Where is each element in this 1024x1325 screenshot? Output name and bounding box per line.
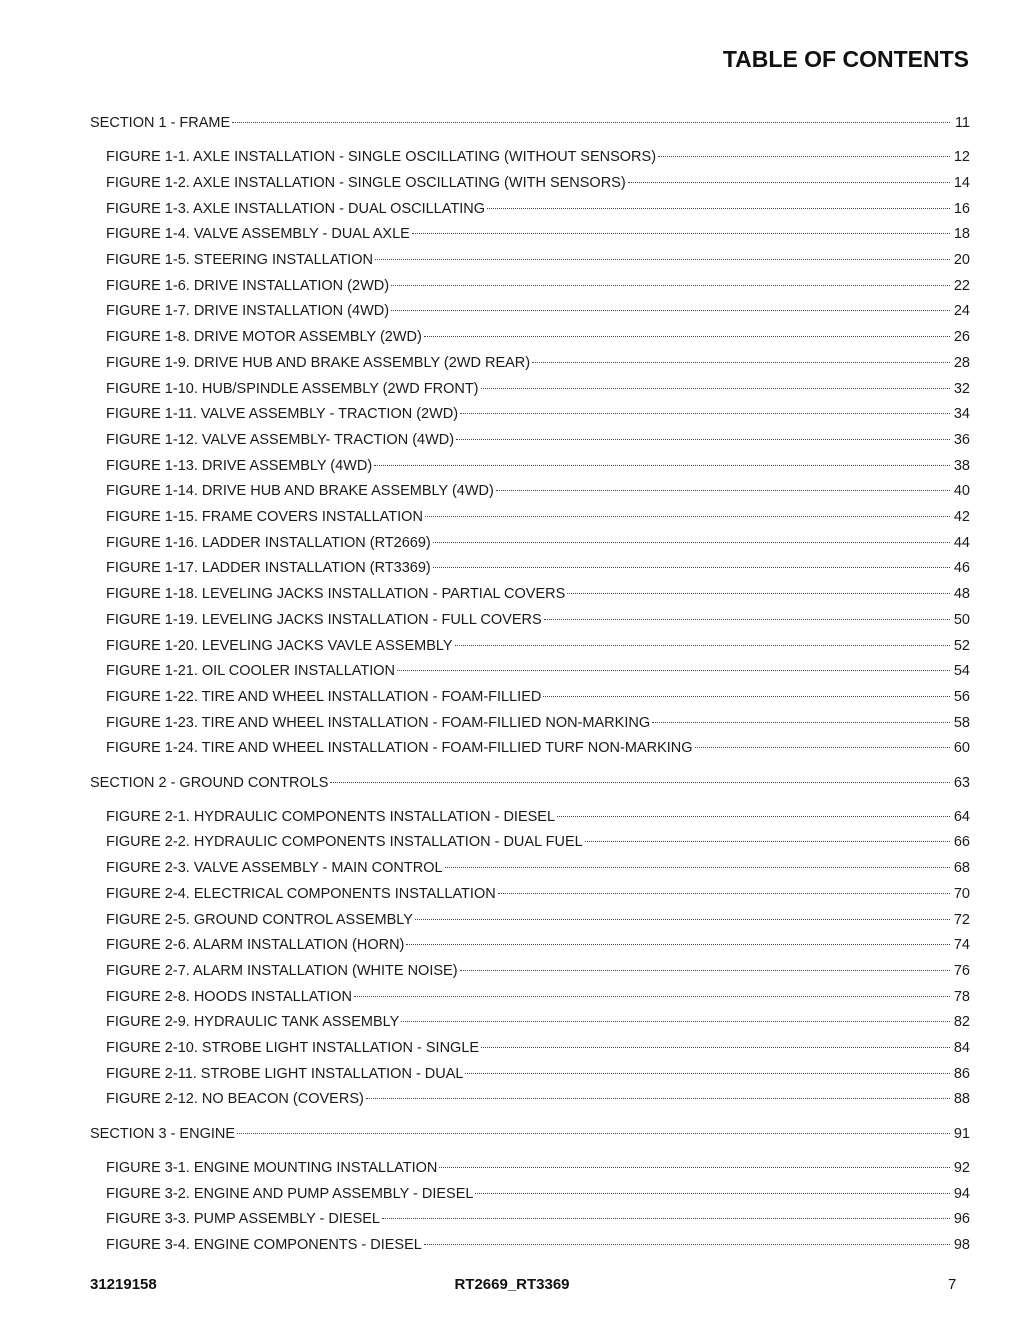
toc-section-entry[interactable] bbox=[90, 1118, 970, 1142]
toc-entry-page-number: 38 bbox=[953, 457, 970, 474]
toc-entry-page-number: 24 bbox=[953, 303, 970, 320]
toc-entry-label: FIGURE 3-2. ENGINE AND PUMP ASSEMBLY - DIESEL bbox=[106, 1185, 474, 1202]
dot-leader bbox=[481, 373, 950, 393]
toc-entry-page-number: 66 bbox=[953, 834, 970, 851]
footer-page-number: 7 bbox=[948, 1276, 957, 1293]
toc-figure-entry[interactable] bbox=[106, 373, 970, 397]
toc-figure-entry[interactable] bbox=[106, 955, 970, 979]
dot-leader bbox=[460, 398, 950, 418]
toc-entry-label: FIGURE 1-4. VALVE ASSEMBLY - DUAL AXLE bbox=[106, 226, 410, 243]
dot-leader bbox=[406, 929, 950, 949]
dot-leader bbox=[330, 767, 950, 787]
toc-entry-page-number: 60 bbox=[953, 740, 970, 757]
toc-entry-page-number: 58 bbox=[953, 714, 970, 731]
toc-figure-entry[interactable] bbox=[106, 1083, 970, 1108]
toc-entry-label: FIGURE 1-7. DRIVE INSTALLATION (4WD) bbox=[106, 303, 390, 320]
toc-section-entry[interactable] bbox=[90, 767, 970, 791]
toc-entry-page-number: 16 bbox=[953, 200, 970, 217]
dot-leader bbox=[557, 801, 950, 821]
toc-entry-page-number: 54 bbox=[953, 663, 970, 680]
toc-figure-entry[interactable] bbox=[106, 424, 970, 448]
toc-entry-label: FIGURE 1-12. VALVE ASSEMBLY- TRACTION (4WD) bbox=[106, 431, 455, 448]
toc-entry-label: FIGURE 1-10. HUB/SPINDLE ASSEMBLY (2WD FRONT) bbox=[106, 380, 479, 397]
dot-leader bbox=[532, 347, 950, 367]
toc-entry-label: FIGURE 1-19. LEVELING JACKS INSTALLATION - FULL COVERS bbox=[106, 611, 542, 628]
toc-figure-entry[interactable] bbox=[106, 826, 970, 851]
toc-entry-page-number: 42 bbox=[953, 509, 970, 525]
dot-leader bbox=[375, 244, 950, 264]
toc-entry-label: SECTION 1 - FRAME bbox=[90, 115, 231, 131]
toc-entry-page-number: 56 bbox=[953, 688, 970, 705]
footer-model: RT2669_RT3369 bbox=[454, 1276, 570, 1293]
dot-leader bbox=[415, 904, 950, 924]
dot-leader bbox=[487, 193, 950, 213]
toc-entry-page-number: 63 bbox=[953, 774, 970, 791]
dot-leader bbox=[391, 270, 950, 290]
toc-figure-entry[interactable] bbox=[106, 527, 970, 551]
dot-leader bbox=[439, 1152, 950, 1172]
toc-figure-entry[interactable] bbox=[106, 552, 970, 577]
dot-leader bbox=[382, 1203, 950, 1223]
dot-leader bbox=[433, 552, 950, 572]
toc-entry-page-number: 44 bbox=[953, 534, 970, 551]
toc-entry-label: FIGURE 2-3. VALVE ASSEMBLY - MAIN CONTROL bbox=[106, 860, 443, 877]
toc-figure-entry[interactable] bbox=[106, 1032, 970, 1056]
toc-entry-label: FIGURE 1-23. TIRE AND WHEEL INSTALLATION - FOAM-FILLIED NON-MARKING bbox=[106, 714, 651, 731]
dot-leader bbox=[401, 1006, 950, 1026]
toc-figure-entry[interactable] bbox=[106, 1178, 970, 1202]
toc-entry-label: FIGURE 2-8. HOODS INSTALLATION bbox=[106, 988, 353, 1005]
toc-entry-label: FIGURE 1-1. AXLE INSTALLATION - SINGLE OSCILLATING (WITHOUT SENSORS) bbox=[106, 149, 657, 166]
toc-entry-label: FIGURE 1-21. OIL COOLER INSTALLATION bbox=[106, 663, 395, 680]
toc-entry-label: FIGURE 1-15. FRAME COVERS INSTALLATION bbox=[106, 509, 423, 525]
toc-figure-entry[interactable] bbox=[106, 801, 970, 825]
dot-leader bbox=[366, 1083, 950, 1103]
toc-figure-entry[interactable] bbox=[106, 347, 970, 371]
dot-leader bbox=[374, 450, 950, 470]
toc-entry-label: FIGURE 2-2. HYDRAULIC COMPONENTS INSTALLATION - DUAL FUEL bbox=[106, 834, 583, 851]
toc-entry-page-number: 11 bbox=[954, 115, 970, 131]
toc-entry-label: FIGURE 2-12. NO BEACON (COVERS) bbox=[106, 1091, 364, 1108]
toc-entry-label: FIGURE 1-3. AXLE INSTALLATION - DUAL OSCILLATING bbox=[106, 200, 485, 217]
toc-entry-label: FIGURE 2-10. STROBE LIGHT INSTALLATION - SINGLE bbox=[106, 1040, 480, 1056]
toc-figure-entry[interactable] bbox=[106, 501, 970, 525]
toc-entry-page-number: 50 bbox=[953, 611, 970, 628]
dot-leader bbox=[628, 167, 950, 187]
toc-entry-label: FIGURE 3-1. ENGINE MOUNTING INSTALLATION bbox=[106, 1159, 438, 1176]
toc-entry-label: FIGURE 1-17. LADDER INSTALLATION (RT3369) bbox=[106, 560, 431, 577]
dot-leader bbox=[354, 981, 950, 1001]
toc-figure-entry[interactable] bbox=[106, 1152, 970, 1176]
toc-entry-label: FIGURE 2-5. GROUND CONTROL ASSEMBLY bbox=[106, 911, 413, 928]
toc-entry-page-number: 64 bbox=[953, 808, 970, 825]
toc-entry-label: FIGURE 1-11. VALVE ASSEMBLY - TRACTION (2WD) bbox=[106, 406, 459, 423]
dot-leader bbox=[425, 501, 950, 521]
toc-entry-label: FIGURE 2-11. STROBE LIGHT INSTALLATION - DUAL bbox=[106, 1065, 464, 1082]
toc-entry-label: SECTION 3 - ENGINE bbox=[90, 1125, 236, 1142]
toc-figure-entry[interactable] bbox=[106, 878, 970, 902]
toc-figure-entry[interactable] bbox=[106, 981, 970, 1005]
dot-leader bbox=[567, 578, 950, 598]
toc-figure-entry[interactable] bbox=[106, 655, 970, 680]
toc-entry-page-number: 28 bbox=[953, 354, 970, 371]
dot-leader bbox=[695, 732, 950, 752]
toc-figure-entry[interactable] bbox=[106, 167, 970, 191]
toc-entry-page-number: 92 bbox=[953, 1159, 970, 1176]
toc-entry-label: FIGURE 1-20. LEVELING JACKS VAVLE ASSEMBLY bbox=[106, 637, 453, 654]
toc-figure-entry[interactable] bbox=[106, 193, 970, 217]
toc-entry-label: FIGURE 1-13. DRIVE ASSEMBLY (4WD) bbox=[106, 457, 373, 474]
toc-entry-page-number: 32 bbox=[953, 380, 970, 397]
dot-leader bbox=[496, 475, 950, 495]
toc-figure-entry[interactable] bbox=[106, 398, 970, 423]
toc-entry-page-number: 70 bbox=[953, 885, 970, 902]
dot-leader bbox=[498, 878, 950, 898]
dot-leader bbox=[232, 107, 950, 127]
toc-entry-label: FIGURE 2-6. ALARM INSTALLATION (HORN) bbox=[106, 937, 405, 954]
toc-figure-entry[interactable] bbox=[106, 450, 970, 474]
toc-entry-label: FIGURE 1-24. TIRE AND WHEEL INSTALLATION - FOAM-FILLIED TURF NON-MARKING bbox=[106, 740, 693, 757]
dot-leader bbox=[424, 321, 950, 341]
toc-entry-label: FIGURE 1-18. LEVELING JACKS INSTALLATION - PARTIAL COVERS bbox=[106, 586, 566, 603]
toc-entry-page-number: 26 bbox=[953, 329, 970, 346]
toc-entry-page-number: 91 bbox=[953, 1125, 970, 1142]
toc-figure-entry[interactable] bbox=[106, 578, 970, 603]
page-title: TABLE OF CONTENTS bbox=[722, 46, 969, 72]
toc-figure-entry[interactable] bbox=[106, 321, 970, 346]
toc-figure-entry[interactable] bbox=[106, 904, 970, 928]
toc-entry-page-number: 14 bbox=[953, 174, 970, 191]
dot-leader bbox=[465, 1058, 950, 1078]
dot-leader bbox=[585, 826, 950, 846]
toc-figure-entry[interactable] bbox=[106, 270, 970, 294]
toc-figure-entry[interactable] bbox=[106, 295, 970, 320]
toc-entry-page-number: 84 bbox=[953, 1040, 970, 1056]
toc-entry-page-number: 88 bbox=[953, 1091, 970, 1108]
toc-entry-page-number: 12 bbox=[953, 149, 970, 166]
toc-entry-label: FIGURE 1-5. STEERING INSTALLATION bbox=[106, 252, 373, 268]
footer-doc-number: 31219158 bbox=[90, 1276, 157, 1293]
toc-entry-page-number: 46 bbox=[953, 560, 970, 577]
toc-figure-entry[interactable] bbox=[106, 707, 970, 731]
toc-entry-page-number: 72 bbox=[953, 911, 970, 928]
toc-entry-page-number: 52 bbox=[953, 637, 970, 654]
toc-entry-page-number: 86 bbox=[953, 1065, 970, 1082]
dot-leader bbox=[481, 1032, 950, 1052]
toc-entry-label: FIGURE 1-14. DRIVE HUB AND BRAKE ASSEMBLY (4WD) bbox=[106, 483, 494, 500]
toc-entry-page-number: 18 bbox=[953, 226, 970, 243]
toc-figure-entry[interactable] bbox=[106, 218, 970, 243]
toc-section-entry[interactable] bbox=[90, 107, 970, 131]
toc-entry-label: FIGURE 2-9. HYDRAULIC TANK ASSEMBLY bbox=[106, 1014, 400, 1031]
toc-entry-label: FIGURE 2-7. ALARM INSTALLATION (WHITE NOISE) bbox=[106, 962, 458, 979]
toc-figure-entry[interactable] bbox=[106, 1058, 970, 1082]
toc-entry-page-number: 36 bbox=[953, 431, 970, 448]
dot-leader bbox=[460, 955, 950, 975]
toc-figure-entry[interactable] bbox=[106, 244, 970, 268]
dot-leader bbox=[475, 1178, 950, 1198]
toc-entry-page-number: 94 bbox=[953, 1185, 970, 1202]
dot-leader bbox=[455, 630, 950, 650]
toc-entry-page-number: 96 bbox=[953, 1211, 970, 1228]
toc-entry-page-number: 20 bbox=[953, 252, 970, 268]
dot-leader bbox=[412, 218, 950, 238]
toc-entry-label: FIGURE 1-6. DRIVE INSTALLATION (2WD) bbox=[106, 277, 390, 294]
toc-figure-entry[interactable] bbox=[106, 1006, 970, 1031]
dot-leader bbox=[391, 295, 950, 315]
toc-entry-page-number: 34 bbox=[953, 406, 970, 423]
toc-entry-label: FIGURE 3-4. ENGINE COMPONENTS - DIESEL bbox=[106, 1236, 422, 1253]
toc-entry-page-number: 82 bbox=[953, 1014, 970, 1031]
dot-leader bbox=[456, 424, 950, 444]
dot-leader bbox=[445, 852, 950, 872]
toc-entry-label: FIGURE 2-4. ELECTRICAL COMPONENTS INSTALLATION bbox=[106, 885, 496, 902]
toc-entry-page-number: 48 bbox=[953, 586, 970, 603]
toc-entry-label: FIGURE 1-16. LADDER INSTALLATION (RT2669) bbox=[106, 534, 431, 551]
toc-figure-entry[interactable] bbox=[106, 1229, 970, 1253]
toc-entry-page-number: 40 bbox=[953, 483, 970, 500]
toc-entry-label: FIGURE 1-8. DRIVE MOTOR ASSEMBLY (2WD) bbox=[106, 329, 422, 346]
toc-figure-entry[interactable] bbox=[106, 852, 970, 877]
toc-figure-entry[interactable] bbox=[106, 604, 970, 628]
dot-leader bbox=[237, 1118, 950, 1138]
toc-entry-label: FIGURE 1-2. AXLE INSTALLATION - SINGLE OSCILLATING (WITH SENSORS) bbox=[106, 174, 626, 191]
toc-figure-entry[interactable] bbox=[106, 630, 970, 654]
dot-leader bbox=[397, 655, 950, 675]
toc-entry-page-number: 98 bbox=[953, 1236, 970, 1253]
toc-figure-entry[interactable] bbox=[106, 1203, 970, 1228]
toc-entry-page-number: 74 bbox=[953, 937, 970, 954]
dot-leader bbox=[424, 1229, 950, 1249]
toc-entry-label: SECTION 2 - GROUND CONTROLS bbox=[90, 774, 329, 791]
dot-leader bbox=[433, 527, 950, 547]
toc-entry-label: FIGURE 2-1. HYDRAULIC COMPONENTS INSTALLATION - DIESEL bbox=[106, 808, 556, 825]
toc-entry-label: FIGURE 1-22. TIRE AND WHEEL INSTALLATION - FOAM-FILLIED bbox=[106, 688, 542, 705]
dot-leader bbox=[652, 707, 950, 727]
dot-leader bbox=[544, 604, 950, 624]
toc-figure-entry[interactable] bbox=[106, 141, 970, 166]
dot-leader bbox=[658, 141, 950, 161]
toc-entry-page-number: 22 bbox=[953, 277, 970, 294]
toc-figure-entry[interactable] bbox=[106, 732, 970, 757]
toc-entry-label: FIGURE 3-3. PUMP ASSEMBLY - DIESEL bbox=[106, 1211, 380, 1228]
toc-figure-entry[interactable] bbox=[106, 475, 970, 500]
toc-entry-page-number: 76 bbox=[953, 962, 970, 979]
dot-leader bbox=[543, 681, 950, 701]
toc-entry-label: FIGURE 1-9. DRIVE HUB AND BRAKE ASSEMBLY (2WD REAR) bbox=[106, 354, 531, 371]
toc-figure-entry[interactable] bbox=[106, 929, 970, 954]
toc-figure-entry[interactable] bbox=[106, 681, 970, 705]
toc-entry-page-number: 68 bbox=[953, 860, 970, 877]
toc-entry-page-number: 78 bbox=[953, 988, 970, 1005]
